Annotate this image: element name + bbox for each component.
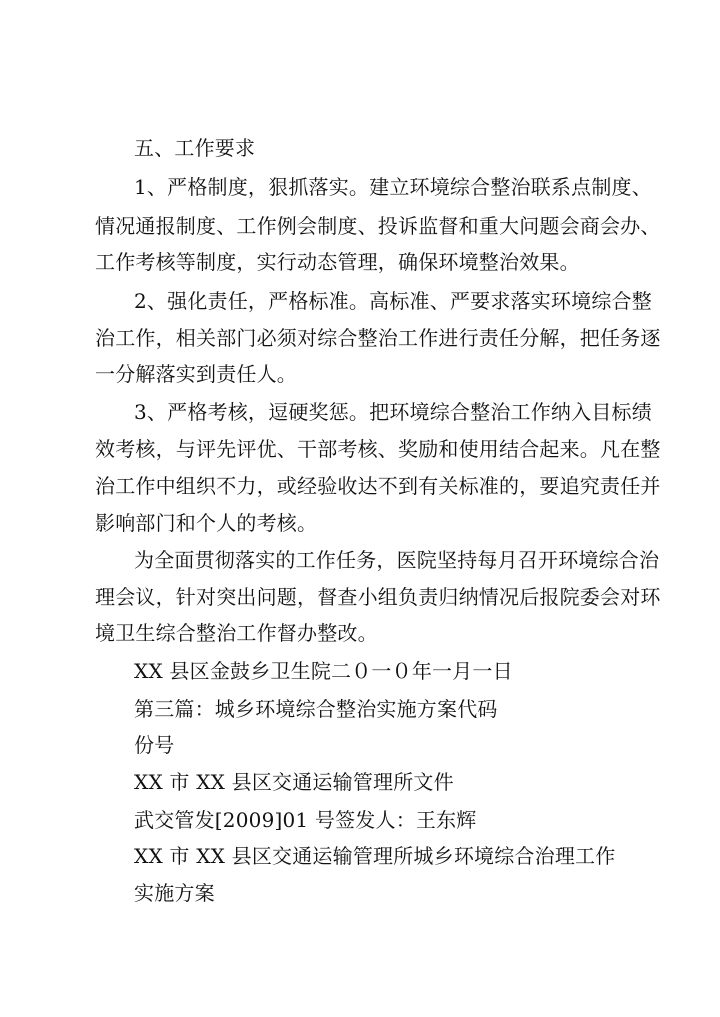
signature-date-line: XX 县区金鼓乡卫生院二０一０年一月一日: [134, 659, 513, 683]
paragraph-line: 理会议，针对突出问题，督查小组负责归纳情况后报院委会对环: [95, 585, 661, 609]
paragraph-line: 3、严格考核，逗硬奖惩。把环境综合整治工作纳入目标绩: [134, 400, 652, 424]
paragraph-line: 治工作，相关部门必须对综合整治工作进行责任分解，把任务逐: [95, 326, 661, 350]
section-heading: 五、工作要求: [134, 136, 256, 160]
paragraph-line: 情况通报制度、工作例会制度、投诉监督和重大问题会商会办、: [95, 214, 661, 238]
title-line: 实施方案: [134, 881, 215, 905]
chapter-title: 第三篇：城乡环境综合整治实施方案代码: [134, 697, 498, 721]
title-line: XX 市 XX 县区交通运输管理所城乡环境综合治理工作: [134, 844, 616, 868]
paragraph-line: 治工作中组织不力，或经验收达不到有关标准的，要追究责任并: [95, 474, 661, 498]
paragraph-line: 效考核，与评先评优、干部考核、奖励和使用结合起来。凡在整: [95, 437, 661, 461]
paragraph-line: 为全面贯彻落实的工作任务，医院坚持每月召开环境综合治: [134, 548, 660, 572]
paragraph-line: 影响部门和个人的考核。: [95, 511, 318, 535]
paragraph-line: 境卫生综合整治工作督办整改。: [95, 621, 378, 645]
paragraph-line: 工作考核等制度，实行动态管理，确保环境整治效果。: [95, 250, 580, 274]
paragraph-line: 2、强化责任，严格标准。高标准、严要求落实环境综合整: [134, 289, 652, 313]
paragraph-line: 一分解落实到责任人。: [95, 362, 297, 386]
paragraph-line: 份号: [134, 733, 175, 757]
document-number-line: 武交管发[2009]01 号签发人：王东辉: [134, 808, 477, 832]
issuer-line: XX 市 XX 县区交通运输管理所文件: [134, 770, 454, 794]
paragraph-line: 1、严格制度，狠抓落实。建立环境综合整治联系点制度、: [134, 175, 652, 199]
